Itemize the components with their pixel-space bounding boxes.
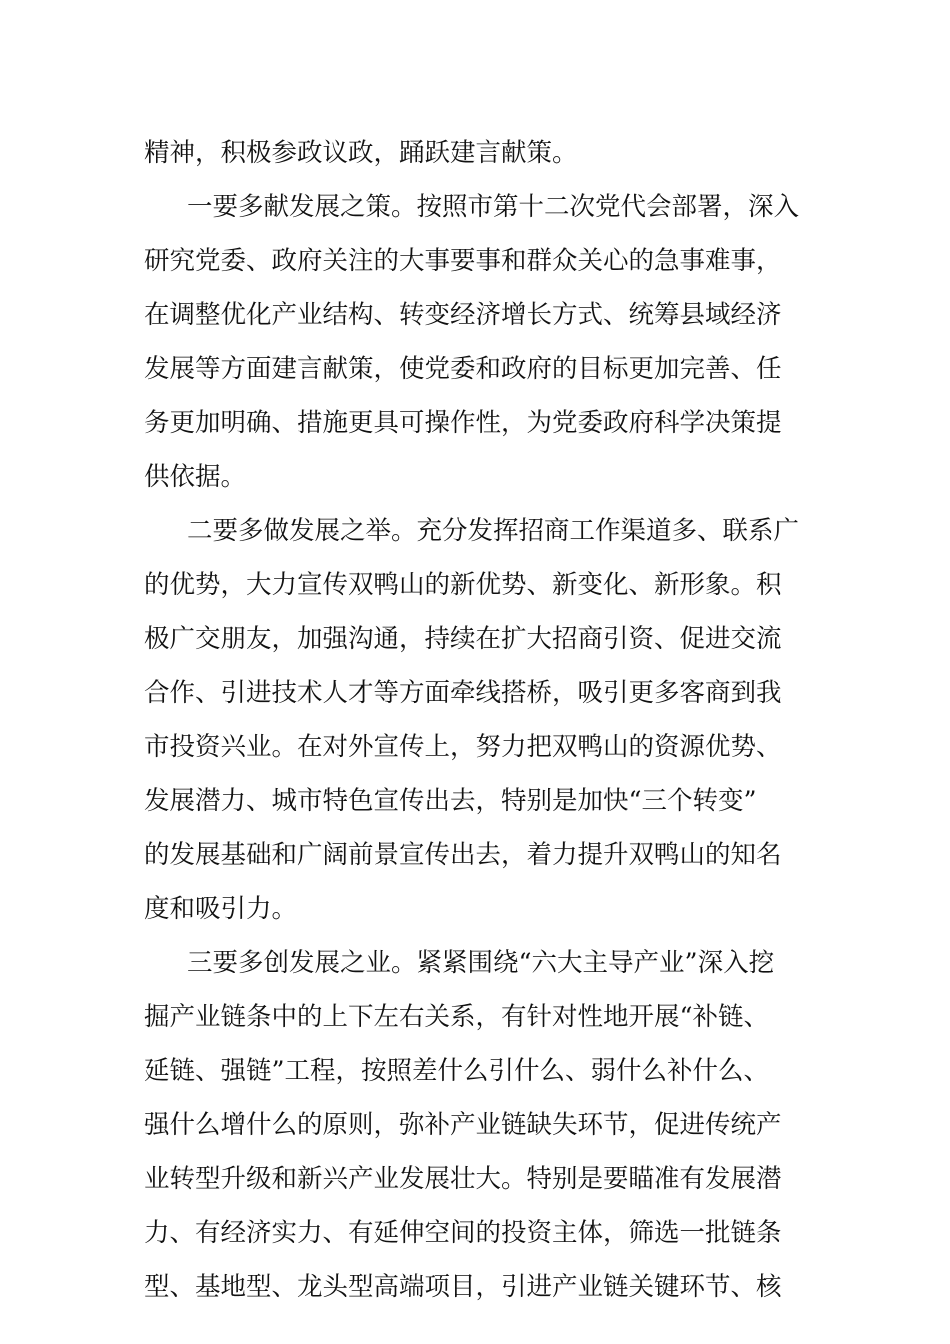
text-line: 在调整优化产业结构、转变经济增长方式、统筹县域经济	[144, 300, 782, 330]
paragraph-three	[144, 936, 812, 1314]
text-line: 度和吸引力。	[144, 894, 298, 924]
text-line: 极广交朋友，加强沟通，持续在扩大招商引资、促进交流	[144, 624, 782, 654]
document-body	[144, 126, 812, 1314]
text-line: 业转型升级和新兴产业发展壮大。特别是要瞄准有发展潜	[144, 1164, 782, 1194]
text-line: 供依据。	[144, 462, 247, 492]
paragraph-two	[144, 504, 812, 936]
text-line: 研究党委、政府关注的大事要事和群众关心的急事难事，	[144, 246, 782, 276]
text-line: 的优势，大力宣传双鸭山的新优势、新变化、新形象。积	[144, 570, 782, 600]
text-line: 发展等方面建言献策，使党委和政府的目标更加完善、任	[144, 354, 782, 384]
paragraph-one	[144, 180, 812, 504]
text-line: 一要多献发展之策。按照市第十二次党代会部署，深入	[187, 192, 800, 222]
text-line: 二要多做发展之举。充分发挥招商工作渠道多、联系广	[187, 516, 800, 546]
text-line: 务更加明确、措施更具可操作性，为党委政府科学决策提	[144, 408, 782, 438]
text-line: 合作、引进技术人才等方面牵线搭桥，吸引更多客商到我	[144, 678, 782, 708]
text-line: 型、基地型、龙头型高端项目，引进产业链关键环节、核	[144, 1272, 782, 1302]
text-line: 力、有经济实力、有延伸空间的投资主体，筛选一批链条	[144, 1218, 782, 1248]
text-line: 三要多创发展之业。紧紧围绕“六大主导产业”深入挖	[187, 948, 775, 978]
text-line: 的发展基础和广阔前景宣传出去，着力提升双鸭山的知名	[144, 840, 782, 870]
text-line: 延链、强链”工程，按照差什么引什么、弱什么补什么、	[144, 1056, 770, 1086]
text-line: 掘产业链条中的上下左右关系，有针对性地开展“补链、	[144, 1002, 770, 1032]
text-line: 发展潜力、城市特色宣传出去，特别是加快“三个转变”	[144, 786, 757, 816]
text-line: 市投资兴业。在对外宣传上，努力把双鸭山的资源优势、	[144, 732, 782, 762]
text-line: 精神，积极参政议政，踊跃建言献策。	[144, 138, 578, 168]
text-line: 强什么增什么的原则，弥补产业链缺失环节，促进传统产	[144, 1110, 782, 1140]
paragraph-intro	[144, 126, 812, 180]
